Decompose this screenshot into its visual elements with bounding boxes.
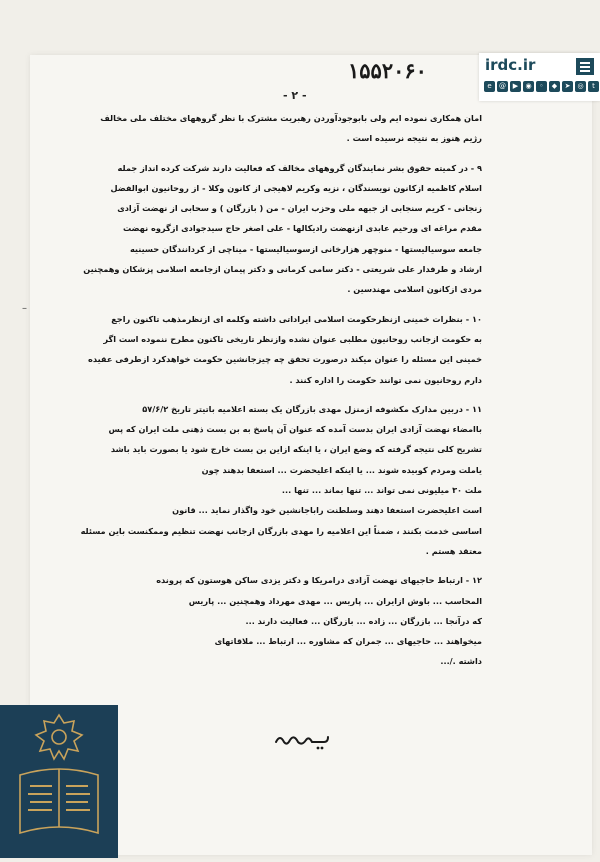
email-icon[interactable]: @ [499, 82, 506, 90]
brand-site[interactable]: irdc.ir [485, 56, 536, 74]
page-number: - ۲ - [283, 89, 307, 102]
text-line: ۱۱ - دربین مدارک مکشوفه ازمنزل مهدی بازرگان یک بسته اعلامیه باتیتر تاریخ ۵۷/۶/۲ [142, 403, 482, 414]
text-line: المحاسب ... باوش ازایران ... پاریس ... مهدی مهرداد وهمچنین ... پاریس [188, 595, 482, 606]
text-line: مردی ازکانون اسلامی مهندسین . [347, 284, 482, 295]
text-line: تشریح کلی نتیجه گرفته که وضع ایران ، یا اینکه ازاین بن بست خارج شود یا بصورت باید باشد [110, 444, 482, 455]
text-line: به حکومت ازجانب روحانیون مطلبی عنوان نشده وازنظر تاریخی تاکنون مطرح ننموده است اگر [103, 333, 482, 344]
text-line: ارشاد و طرفدار علی شریعتی - دکتر سامی کرمانی و دکتر پیمان ازجامعه اسلامی پزشکان وهمچنین [83, 264, 482, 275]
text-line: امان همکاری نموده ایم ولی بابوجودآوردن رهبریت مشترک با نظر گروههای مختلف ملی مخالف [100, 113, 482, 123]
text-line: که درآنجا ... بازرگان ... زاده ... بازرگان ... فعالیت دارند ... [245, 615, 482, 626]
eitaa-icon[interactable]: e [484, 81, 495, 92]
text-line: زنجانی - کریم سنجابی از جبهه ملی وحزب ایران - من ( بازرگان ) و سحابی از نهضت آزادی [117, 203, 482, 214]
text-line: معتقد هستم . [425, 545, 482, 556]
text-line: میخواهند ... حاجیهای ... جمران که مشاوره ... ارتباط ... ملاقاتهای [214, 636, 482, 647]
brand-badge[interactable] [479, 53, 600, 101]
social-links [484, 81, 599, 92]
archive-logo [0, 705, 118, 858]
text-line: ملت ۳۰ میلیونی نمی تواند ... تنها بماند ... تنها ... [281, 485, 482, 496]
text-line: اساسی خدمت بکنند ، ضمناً این اعلامیه را مهدی بازرگان ازجانب نهضت تنظیم وممکنست باین مسئله [80, 525, 482, 536]
document-body [42, 108, 482, 672]
text-line: باامضاء نهضت آزادی ایران بدست آمده که عنوان آن پاسخ به بن بست ذهنی ملت ایران که پس [108, 424, 482, 435]
text-line: ۹ - در کمیته حقوق بشر نمایندگان گروههای مخالف که فعالیت دارند شرکت کرده انداز جمله [117, 162, 482, 173]
text-line: مقدم مراغه ای ورحیم عابدی ازنهضت رادیکالها - علی اصغر حاج سیدجوادی ازگروه نهضت [122, 223, 482, 234]
archive-logo-emblem-icon [0, 705, 118, 858]
text-line: جامعه سوسیالیستها - منوچهر هزارخانی ازسوسیالیستها - میناچی از کردانندگان حسینیه [129, 243, 482, 254]
signature-scrawl [272, 728, 332, 752]
margin-mark: – [22, 303, 27, 314]
rss-icon[interactable]: ◦ [536, 81, 547, 92]
text-line: دارم روحانیون نمی توانند حکومت را اداره کنند . [289, 374, 482, 385]
youtube-icon[interactable]: ▶ [510, 81, 521, 92]
instagram-icon[interactable]: ◎ [575, 81, 586, 92]
text-line: یاملت ومردم کوبیده شوند ... یا اینکه اعلیحضرت ... استعفا بدهند چون [201, 464, 482, 475]
text-line: رژیم هنوز به نتیجه نرسیده است . [346, 133, 482, 144]
text-line: اسلام کاظمیه ازکانون نویسندگان ، نزیه وکریم لاهیجی از کانون وکلا - از روحانیون ابوالفضل [110, 182, 482, 193]
text-line: ۱۲ - ارتباط حاجیهای نهضت آزادی درامریکا و دکتر یزدی ساکن هوستون که پرونده [156, 575, 482, 586]
document-number: ۱۵۵۲۰۶۰ [348, 58, 427, 83]
text-line: است اعلیحضرت استعفا دهند وسلطنت راباجانشین خود واگذار نماید ... قانون [172, 505, 482, 516]
text-line: داشته ./... [440, 656, 482, 667]
telegram-icon[interactable]: ➤ [562, 81, 573, 92]
text-line: خمینی این مسئله را عنوان میکند درصورت تحقق چه چیزجانشین حکومت خواهدکرد ازطرفی عقیده [88, 354, 482, 365]
soroush-icon[interactable]: ◆ [549, 81, 560, 92]
brand-mark-icon [576, 58, 594, 75]
aparat-icon[interactable]: ◉ [523, 81, 534, 92]
twitter-icon[interactable]: t [588, 81, 599, 92]
text-line: ۱۰ - بنظرات خمینی ازنظرحکومت اسلامی ایراداتی داشته وکلمه ای ازنظرمذهب تاکنون راجع [111, 313, 482, 324]
